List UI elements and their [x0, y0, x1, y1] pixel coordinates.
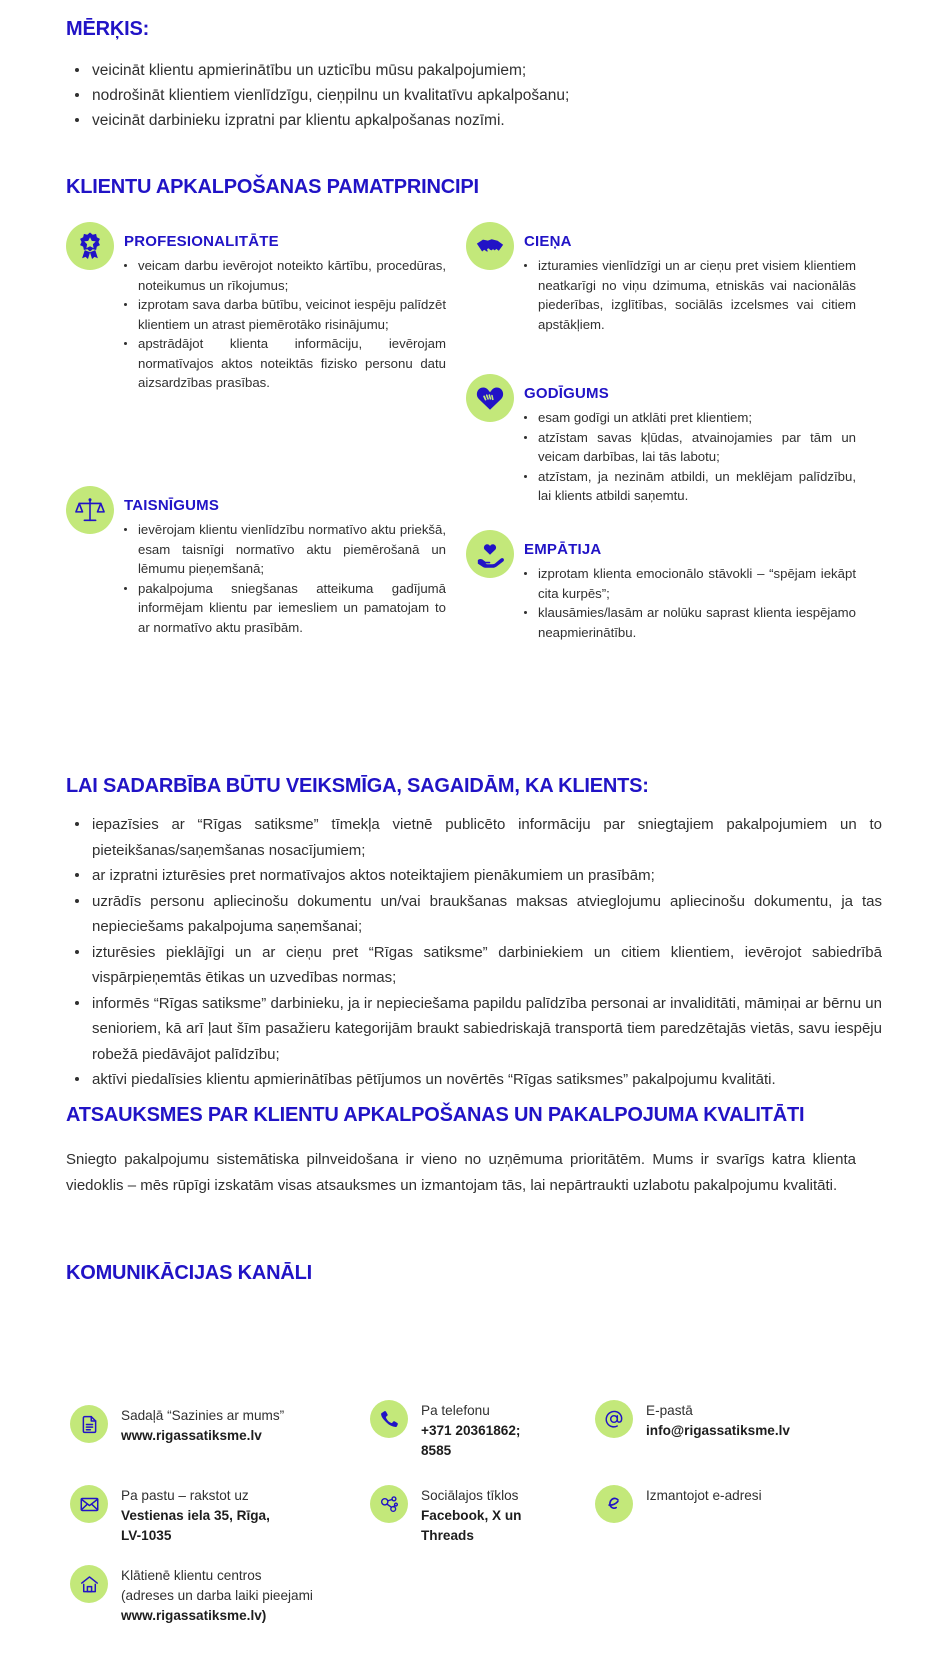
document-icon — [70, 1405, 108, 1443]
list-item: nodrošināt klientiem vienlīdzīgu, cieņpilnu un kvalitatīvu apkalpošanu; — [92, 83, 882, 108]
channel-value[interactable]: info@rigassatiksme.lv — [646, 1423, 790, 1438]
list-item: pakalpojuma sniegšanas atteikuma gadījumā informējam klientu par iemesliem un pamatojam to ar normatīvo aktu prasībām. — [138, 579, 446, 638]
channel-text — [121, 1485, 270, 1546]
principles-grid — [0, 222, 933, 722]
channel-lead: Pa pastu – rakstot uz — [121, 1488, 249, 1503]
goal-list — [66, 58, 882, 133]
channel-lead: E-pastā — [646, 1403, 693, 1418]
channel-value[interactable]: www.rigassatiksme.lv — [121, 1428, 262, 1443]
channel-lead: Pa telefonu — [421, 1403, 490, 1418]
channel-lead: Sociālajos tīklos — [421, 1488, 519, 1503]
channel-value-extra[interactable]: Threads — [421, 1528, 474, 1543]
channel-phone[interactable] — [370, 1400, 600, 1461]
list-item: veicināt darbinieku izpratni par klientu apkalpošanas nozīmi. — [92, 108, 882, 133]
principle-taisnigums — [66, 486, 446, 637]
feedback-paragraph: Sniegto pakalpojumu sistemātiska pilnveidošana ir vieno no uzņēmuma prioritātēm. Mums ir svarīgs katra klienta viedoklis – mēs rūpīgi izskatām visas atsauksmes un izmantojam tās, lai nepārtraukti uzlabotu pakalpojumu kvalitāti. — [66, 1151, 856, 1194]
principle-list — [466, 256, 856, 334]
list-item: informēs “Rīgas satiksme” darbinieku, ja ir nepieciešama papildu palīdzība personai ar invaliditāti, māmiņai ar bērnu un senioriem, kā arī ļaut šīm pasažieru kategorijām braukt sabiedriskajā transportā tiem paredzētajās vietās, savu iespēju robežā piedāvājot palīdzību; — [92, 991, 882, 1068]
at-sign-icon — [595, 1400, 633, 1438]
balance-scales-icon — [66, 486, 114, 534]
list-item: aktīvi piedalīsies klientu apmierinātības pētījumos un novērtēs “Rīgas satiksmes” pakalpojumu kvalitāti. — [92, 1067, 882, 1093]
section-heading-komunikacijas: KOMUNIKĀCIJAS KANĀLI — [66, 1262, 313, 1284]
section-heading-sagaidam: LAI SADARBĪBA BŪTU VEIKSMĪGA, SAGAIDĀM, KA KLIENTS: — [66, 775, 649, 797]
principle-title: TAISNĪGUMS — [124, 497, 220, 514]
principles-left-column — [66, 222, 446, 641]
principle-profesionalitate — [66, 222, 446, 472]
hand-holding-heart-icon — [466, 530, 514, 578]
channel-post[interactable] — [70, 1485, 360, 1546]
principle-godigums — [466, 374, 856, 526]
principle-title: GODĪGUMS — [524, 385, 609, 402]
channel-text — [421, 1485, 521, 1546]
list-item: izprotam sava darba būtību, veicinot iespēju palīdzēt klientiem un atrast piemērotāko risinājumu; — [138, 295, 446, 334]
principle-title: EMPĀTIJA — [524, 541, 602, 558]
channel-lead: Klātienē klientu centros — [121, 1568, 262, 1583]
channel-note: (adreses un darba laiki pieejami — [121, 1588, 313, 1603]
list-item: uzrādīs personu apliecinošu dokumentu un/vai braukšanas maksas atvieglojumu apliecinošu dokumentu, ja tas nepieciešams pakalpojuma saņemšanai; — [92, 889, 882, 940]
channel-text — [121, 1405, 284, 1446]
channel-value[interactable]: +371 20361862; — [421, 1423, 521, 1438]
rosette-badge-icon — [66, 222, 114, 270]
section-heading-atsauksmes: ATSAUKSMES PAR KLIENTU APKALPOŠANAS UN PAKALPOJUMA KVALITĀTI — [66, 1104, 805, 1126]
list-item: ievērojam klientu vienlīdzību normatīvo aktu priekšā, esam taisnīgi normatīvo aktu piemērošanā un lēmumu pieņemšanā; — [138, 520, 446, 579]
channel-value-extra: LV-1035 — [121, 1528, 172, 1543]
channel-value[interactable]: www.rigassatiksme.lv) — [121, 1608, 267, 1623]
channel-lead: Sadaļā “Sazinies ar mums” — [121, 1408, 285, 1423]
channel-value[interactable]: Facebook, X un — [421, 1508, 522, 1523]
principle-list — [66, 256, 446, 393]
channel-lead: Izmantojot e-adresi — [646, 1488, 762, 1503]
channel-email[interactable] — [595, 1400, 885, 1441]
list-item: atzīstam savas kļūdas, atvainojamies par tām un veicam darbības, lai tās labotu; — [538, 428, 856, 467]
heart-hand-icon — [466, 374, 514, 422]
page-title-merkis: MĒRĶIS: — [66, 18, 150, 40]
section-heading-pamatprincipi: KLIENTU APKALPOŠANAS PAMATPRINCIPI — [66, 176, 479, 198]
phone-icon — [370, 1400, 408, 1438]
list-item: esam godīgi un atklāti pret klientiem; — [538, 408, 856, 428]
channel-value-extra[interactable]: 8585 — [421, 1443, 452, 1458]
principle-empatija — [466, 530, 856, 642]
handshake-icon — [466, 222, 514, 270]
channel-customer-centres[interactable] — [70, 1565, 390, 1626]
principle-title: PROFESIONALITĀTE — [124, 233, 279, 250]
channel-text — [421, 1400, 520, 1461]
list-item: veicam darbu ievērojot noteikto kārtību, procedūras, noteikumus un rīkojumus; — [138, 256, 446, 295]
expectations-list — [66, 812, 882, 1093]
e-address-icon — [595, 1485, 633, 1523]
envelope-icon — [70, 1485, 108, 1523]
principle-list — [66, 520, 446, 637]
principle-title: CIEŅA — [524, 233, 572, 250]
principle-ciena — [466, 222, 856, 370]
list-item: izprotam klienta emocionālo stāvokli – “spējam iekāpt cita kurpēs”; — [538, 564, 856, 603]
channel-social[interactable] — [370, 1485, 585, 1546]
channel-website[interactable] — [70, 1405, 370, 1446]
list-item: ar izpratni izturēsies pret normatīvajos aktos noteiktajiem pienākumiem un prasībām; — [92, 863, 882, 889]
social-network-icon — [370, 1485, 408, 1523]
principle-list — [466, 408, 856, 506]
home-icon — [70, 1565, 108, 1603]
channel-text — [646, 1485, 762, 1506]
list-item: izturēsies pieklājīgi un ar cieņu pret “Rīgas satiksme” darbiniekiem un citiem klientiem, ievērojot sabiedrībā vispārpieņemtās ētikas un uzvedības normas; — [92, 940, 882, 991]
list-item: klausāmies/lasām ar nolūku saprast klienta iespējamo neapmierinātību. — [538, 603, 856, 642]
principle-list — [466, 564, 856, 642]
principles-right-column — [466, 222, 856, 646]
channel-text — [646, 1400, 790, 1441]
list-item: atzīstam, ja nezinām atbildi, un meklējam palīdzību, lai klients atbildi saņemtu. — [538, 467, 856, 506]
list-item: izturamies vienlīdzīgi un ar cieņu pret visiem klientiem neatkarīgi no viņu dzimuma, etniskās vai nacionālās piederības, izglītības, sociālās izcelsmes vai citiem apstākļiem. — [538, 256, 856, 334]
channel-text — [121, 1565, 313, 1626]
channel-eaddress[interactable] — [595, 1485, 875, 1523]
channel-value: Vestienas iela 35, Rīga, — [121, 1508, 270, 1523]
list-item: veicināt klientu apmierinātību un uzticību mūsu pakalpojumiem; — [92, 58, 882, 83]
list-item: apstrādājot klienta informāciju, ievērojam normatīvajos aktos noteiktās fizisko personu datu aizsardzības prasības. — [138, 334, 446, 393]
list-item: iepazīsies ar “Rīgas satiksme” tīmekļa vietnē publicēto informāciju par sniegtajiem pakalpojumiem un to pieteikšanas/saņemšanas nosacījumiem; — [92, 812, 882, 863]
